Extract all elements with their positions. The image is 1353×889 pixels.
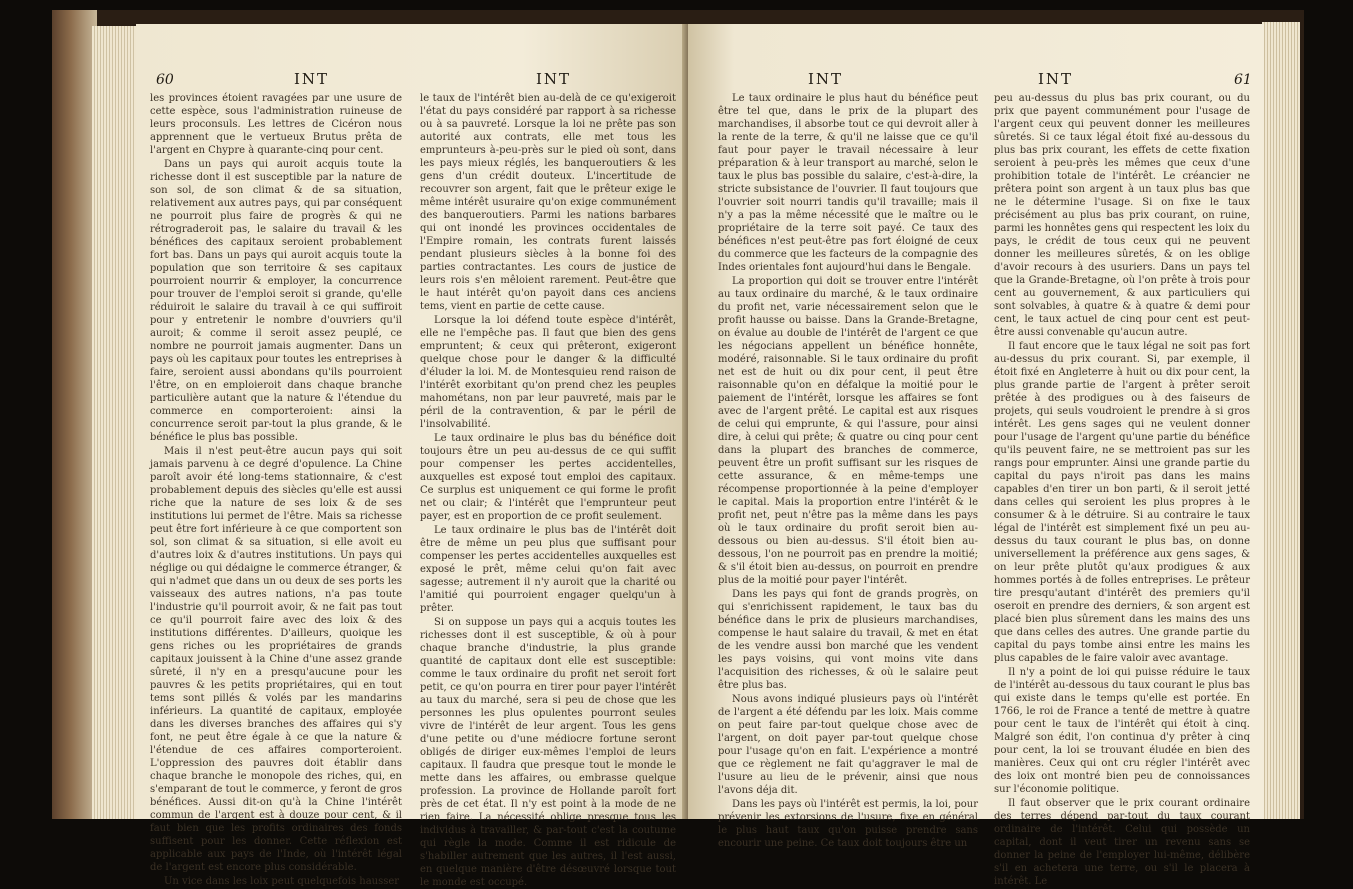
running-head-left-col1: INT	[294, 70, 330, 88]
left-page-column-1	[150, 92, 402, 888]
running-head-right-col1: INT	[808, 70, 844, 88]
paragraph: Dans les pays qui font de grands progrès, on qui s'enrichissent rapidement, le taux bas du bénéfice dans le prix de plusieurs marchandises, compense le haut salaire du travail, & met en état de les vendre aussi bon marché que les vendent les pays voisins, qui vont moins vite dans l'acquisition des richesses, & où le salaire peut être plus bas.	[718, 589, 978, 691]
page-number-right: 61	[1234, 72, 1252, 88]
paragraph: Nous avons indiqué plusieurs pays où l'intérêt de l'argent a été défendu par les loix. Mais comme on peut faire par-tout quelque chose avec de l'argent, on doit payer par-tout quelque chose pour l'usage qu'on en fait. L'expérience a montré que ce règlement ne fait qu'aggraver le mal de l'usure au lieu de le prévenir, ainsi que nous l'avons déja dit.	[718, 694, 978, 796]
right-page-column-2	[994, 92, 1250, 888]
paragraph: Dans un pays qui auroit acquis toute la richesse dont il est susceptible par la nature de son sol, de son climat & de sa situation, relativement aux autres pays, qui par conséquent ne pourroit plus faire de progrès & qui ne rétrograderoit pas, le salaire du travail & les bénéfices des capitaux seroient probablement fort bas. Dans un pays qui auroit acquis toute la population que son territoire & ses capitaux pourroient nourrir & employer, la concurrence pour trouver de l'emploi seroit si grande, qu'elle réduiroit le salaire du travail à ce qui suffiroit pour y entretenir le nombre d'ouvriers qu'il auroit; & comme il seroit assez peuplé, ce nombre ne pourroit jamais augmenter. Dans un pays où les capitaux pour toutes les entreprises à faire, seroient aussi abondans qu'ils pourroient l'être, on en emploieroit dans chaque branche particulière autant que la nature & l'étendue du commerce en comporteroient: ainsi la concurrence seroit par-tout la plus grande, & le bénéfice le plus bas possible.	[150, 159, 402, 443]
left-page	[136, 24, 688, 888]
paragraph: Le taux ordinaire le plus haut du bénéfice peut être tel que, dans le prix de la plupart des marchandises, il absorbe tout ce qui devroit aller à la rente de la terre, & qu'il ne laisse que ce qu'il faut pour payer le travail nécessaire à leur préparation & à leur transport au marché, selon le taux le plus bas possible du salaire, c'est-à-dire, la stricte subsistance de l'ouvrier. Il faut toujours que l'ouvrier soit nourri tandis qu'il travaille; mais il n'y a pas la même nécessité que le maître ou le propriétaire de la terre soit payé. Ce taux des bénéfices n'est peut-être pas fort éloigné de ceux du commerce que les facteurs de la compagnie des Indes orientales font aujourd'hui dans le Bengale.	[718, 93, 978, 273]
left-page-edges	[92, 26, 138, 819]
paragraph: Mais il n'est peut-être aucun pays qui soit jamais parvenu à ce degré d'opulence. La Chine paroît avoir été long-tems stationnaire, & c'est probablement depuis des siècles qu'elle est aussi riche que la nature de ses loix & de ses institutions lui permet de l'être. Mais sa richesse peut être fort inférieure à ce que comportent son sol, son climat & sa situation, si elle avoit eu d'autres loix & d'autres institutions. Un pays qui néglige ou qui dédaigne le commerce étranger, & qui n'admet que dans un ou deux de ses ports les vaisseaux des autres nations, n'a pas toute l'industrie qu'il pourroit avoir, & ne fait pas tout ce qu'il pourroit faire avec des loix & des institutions différentes. D'ailleurs, quoique les gens riches ou les propriétaires de grands capitaux jouissent à la Chine d'une assez grande sûreté, il n'y en a presqu'aucune pour les pauvres & les petits propriétaires, qui en tout tems sont pillés & volés par les mandarins inférieurs. La quantité de capitaux, employée dans les diverses branches des affaires qui s'y font, ne peut être égale à ce que la nature & l'étendue de ces affaires comporteroient. L'oppression des pauvres doit établir dans chaque branche le monopole des riches, qui, en s'emparant de tout le commerce, y feront de gros bénéfices. Aussi dit-on qu'à la Chine l'intérêt commun de l'argent est à douze pour cent, & il faut bien que les profits ordinaires des fonds suffisent pour les donner. Cette réflexion est applicable aux pays de l'Inde, où l'intérêt légal de l'argent est encore plus considérable.	[150, 446, 402, 873]
left-page-column-2	[420, 92, 676, 889]
running-head-right-col2: INT	[1038, 70, 1074, 88]
right-page-column-1	[718, 92, 978, 850]
paragraph: Il n'y a point de loi qui puisse réduire le taux de l'intérêt au-dessous du taux courant le plus bas qui existe dans le temps qu'elle est portée. En 1766, le roi de France a tenté de mettre à quatre pour cent le taux de l'intérêt qui étoit à cinq. Malgré son édit, l'on continua d'y prêter à cinq pour cent, la loi se trouvant éludée en bien des manières. Ceux qui ont cru régler l'intérêt avec des loix ont montré bien peu de connoissances sur l'économie politique.	[994, 667, 1250, 795]
running-head-left-col2: INT	[536, 70, 572, 88]
paragraph: Le taux ordinaire le plus bas de l'intérêt doit être de même un peu plus que suffisant pour compenser les pertes accidentelles auxquelles est exposé le prêt, même celui qu'on fait avec sagesse; autrement il n'y auroit que la charité ou l'amitié qui pourroient engager quelqu'un à prêter.	[420, 525, 676, 614]
paragraph: peu au-dessus du plus bas prix courant, ou du prix que payent communément pour l'usage de l'argent ceux qui peuvent donner les meilleures sûretés. Si ce taux légal étoit fixé au-dessous du plus bas prix courant, les effets de cette fixation seroient à peu-près les mêmes que ceux d'une prohibition totale de l'intérêt. Le créancier ne prêtera point son argent à un taux plus bas que ne le détermine l'usage. Si on fixe le taux précisément au plus bas prix courant, on ruine, parmi les honnêtes gens qui respectent les loix du pays, le crédit de tous ceux qui ne peuvent donner les meilleures sûretés, & on les oblige d'avoir recours à des usuriers. Dans un pays tel que la Grande-Bretagne, où l'on prête à trois pour cent au gouvernement, & aux particuliers qui sont solvables, à quatre & à quatre & demi pour cent, le taux actuel de cinq pour cent est peut-être aussi convenable qu'aucun autre.	[994, 93, 1250, 338]
paragraph: Il faut observer que le prix courant ordinaire des terres dépend par-tout du taux courant ordinaire de l'intérêt. Celui qui possède un capital, dont il veut tirer un revenu sans se donner la peine de l'employer lui-même, délibère s'il en achetera une terre, ou s'il le placera à intérêt. Le	[994, 798, 1250, 887]
paragraph: Dans les pays où l'intérêt est permis, la loi, pour prévenir les extorsions de l'usure, fixe en général le plus haut taux qu'on puisse prendre sans encourir une peine. Ce taux doit toujours être un	[718, 799, 978, 849]
right-page-edges	[1262, 22, 1300, 819]
paragraph: La proportion qui doit se trouver entre l'intérêt au taux ordinaire du marché, & le taux ordinaire du profit net, varie nécessairement selon que le profit hausse ou baisse. Dans la Grande-Bretagne, on évalue au double de l'intérêt de l'argent ce que les négocians appellent un bénéfice honnête, modéré, raisonnable. Si le taux ordinaire du profit net est de huit ou dix pour cent, il peut être raisonnable qu'on en défalque la moitié pour le paiement de l'intérêt, lorsque les affaires se font avec de l'argent prêté. Le capital est aux risques de celui qui emprunte, & qui l'assure, pour ainsi dire, à celui qui prête; & quatre ou cinq pour cent dans la plupart des branches de commerce, peuvent être un profit suffisant sur les risques de cette assurance, & en même-temps une récompense proportionnée à la peine d'employer le capital. Mais la proportion entre l'intérêt & le profit net, peut n'être pas la même dans les pays où le taux ordinaire du profit seroit bien au-dessous ou bien au-dessus. S'il étoit bien au-dessous, l'on ne pourroit pas en prendre la moitié; & s'il étoit bien au-dessus, on pourroit en prendre plus de la moitié pour payer l'intérêt.	[718, 276, 978, 586]
book-cover-edge	[52, 10, 97, 819]
paragraph: le taux de l'intérêt bien au-delà de ce qu'exigeroit l'état du pays considéré par rapport à sa richesse ou à sa pauvreté. Lorsque la loi ne prête pas son autorité aux contrats, elle met tous les emprunteurs à-peu-près sur le pied où sont, dans les pays mieux réglés, les banqueroutiers & les gens d'un crédit douteux. L'incertitude de recouvrer son argent, fait que le prêteur exige le même intérêt usuraire qu'on exige communément des banqueroutiers. Parmi les nations barbares qui ont inondé les provinces occidentales de l'Empire romain, les contrats furent laissés pendant plusieurs siècles à la bonne foi des parties contractantes. Les cours de justice de leurs rois s'en mêloient rarement. Peut-être que le haut intérêt qu'on payoit dans ces anciens tems, vient en partie de cette cause.	[420, 93, 676, 312]
paragraph: Un vice dans les loix peut quelquefois hausser	[164, 876, 400, 887]
paragraph: les provinces étoient ravagées par une usure de cette espèce, sous l'administration ruineuse de leurs proconsuls. Les lettres de Cicéron nous apprennent que le vertueux Brutus prêta de l'argent en Chypre à quarante-cinq pour cent.	[150, 93, 402, 156]
paragraph: Lorsque la loi défend toute espèce d'intérêt, elle ne l'empêche pas. Il faut que bien des gens empruntent; & ceux qui prêteront, exigeront quelque chose pour le danger & la difficulté d'éluder la loi. M. de Montesquieu rend raison de l'intérêt exorbitant qu'on prend chez les peuples mahométans, non par leur pauvreté, mais par le péril de la contravention, & par le péril de l'insolvabilité.	[420, 315, 676, 430]
paragraph: Si on suppose un pays qui a acquis toutes les richesses dont il est susceptible, & où à pour chaque branche d'industrie, la plus grande quantité de capitaux dont elle est susceptible: comme le taux ordinaire du profit net seroit fort petit, ce qu'on pourra en tirer pour payer l'intérêt au taux du marché, sera si peu de chose que les personnes les plus opulentes pourront seules vivre de l'intérêt de leur argent. Tous les gens d'une petite ou d'une médiocre fortune seront obligés de diriger eux-mêmes l'emploi de leurs capitaux. Il faudra que presque tout le monde le mette dans les affaires, ou embrasse quelque profession. La province de Hollande paroît fort près de cet état. Il n'y est point à la mode de ne rien faire. La nécessité oblige presque tous les individus à travailler, & par-tout c'est la coutume qui règle la mode. Comme il est ridicule de s'habiller autrement que les autres, il l'est aussi, en quelque manière d'être désœuvré lorsque tout le monde est occupé.	[420, 617, 676, 888]
page-number-left: 60	[156, 72, 174, 88]
right-page	[688, 24, 1264, 887]
paragraph: Le taux ordinaire le plus bas du bénéfice doit toujours être un peu au-dessus de ce qui suffit pour compenser les pertes accidentelles, auxquelles est exposé tout emploi des capitaux. Ce surplus est uniquement ce qui forme le profit net ou clair; & l'intérêt que l'emprunteur peut payer, est en proportion de ce profit seulement.	[420, 433, 676, 522]
paragraph: Il faut encore que le taux légal ne soit pas fort au-dessus du prix courant. Si, par exemple, il étoit fixé en Angleterre à huit ou dix pour cent, la plus grande partie de l'argent à prêter seroit prêtée à des prodigues ou à des faiseurs de projets, qui seuls voudroient le prendre à si gros intérêt. Les gens sages qui ne veulent donner pour l'usage de l'argent qu'une partie du bénéfice qu'ils peuvent faire, ne se mettroient pas sur les rangs pour emprunter. Ainsi une grande partie du capital du pays n'iroit pas dans les mains capables d'en tirer un bon parti, & il seroit jetté dans celles qui seroient les plus propres à le consumer & à le détruire. Si au contraire le taux légal de l'intérêt est simplement fixé un peu au-dessus du taux courant le plus bas, on donne universellement la préférence aux gens sages, & on leur prête plutôt qu'aux prodigues & aux hommes portés à de folles entreprises. Le prêteur tire presqu'autant d'intérêt des premiers qu'il oseroit en prendre des derniers, & son argent est placé bien plus sûrement dans les mains des uns que dans celles des autres. Une grande partie du capital du pays tombe ainsi entre les mains les plus capables de le faire valoir avec avantage.	[994, 341, 1250, 664]
